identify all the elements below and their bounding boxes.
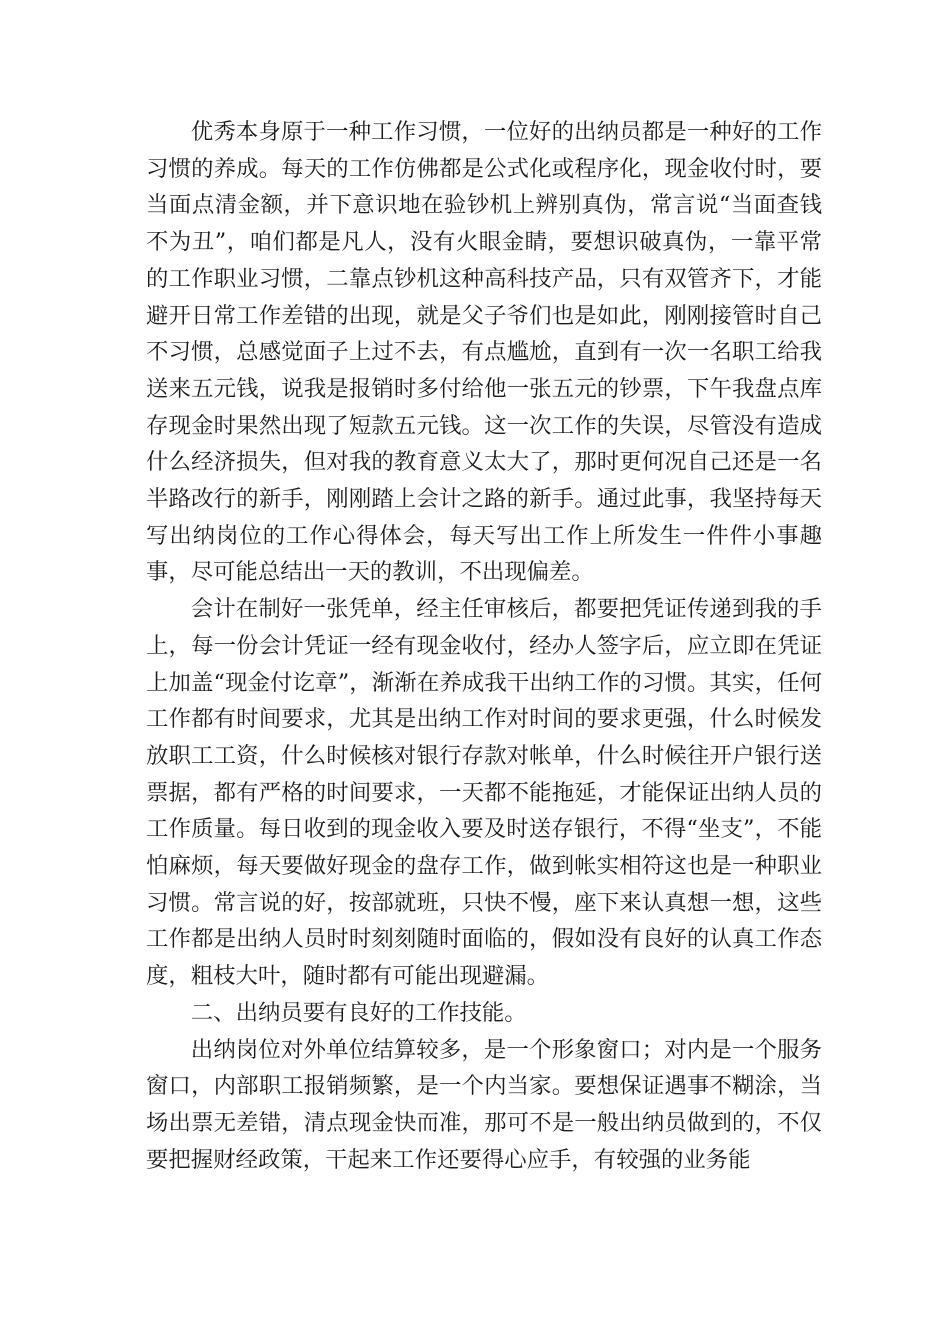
paragraph-voucher-process: 会计在制好一张凭单，经主任审核后，都要把凭证传递到我的手上，每一份会计凭证一经有现金收付，经办人签字后，应立即在凭证上加盖“现金付讫章”，渐渐在养成我干出纳工作的习惯。其实，任何工作都有时间要求，尤其是出纳工作对时间的要求更强，什么时候发放职工工资，什么时候核对银行存款对帐单，什么时候往开户银行送票据，都有严格的时间要求，一天都不能拖延，才能保证出纳人员的工作质量。每日收到的现金收入要及时送存银行，不得“坐支”，不能怕麻烦，每天要做好现金的盘存工作，做到帐实相符这也是一种职业习惯。常言说的好，按部就班，只快不慢，座下来认真想一想，这些工作都是出纳人员时时刻刻随时面临的，假如没有良好的认真工作态度，粗枝大叶，随时都有可能出现避漏。 bbox=[146, 596, 822, 990]
paragraph-work-habits: 优秀本身原于一种工作习惯，一位好的出纳员都是一种好的工作习惯的养成。每天的工作仿佛都是公式化或程序化，现金收付时，要当面点清金额，并下意识地在验钞机上辨别真伪，常言说“当面查钱不为丑”，咱们都是凡人，没有火眼金睛，要想识破真伪，一靠平常的工作职业习惯，二靠点钞机这种高科技产品，只有双管齐下，才能避开日常工作差错的出现，就是父子爷们也是如此，刚刚接管时自己不习惯，总感觉面子上过不去，有点尴尬，直到有一次一名职工给我送来五元钱，说我是报销时多付给他一张五元的钞票，下午我盘点库存现金时果然出现了短款五元钱。这一次工作的失误，尽管没有造成什么经济损失，但对我的教育意义太大了，那时更何况自己还是一名半路改行的新手，刚刚踏上会计之路的新手。通过此事，我坚持每天写出纳岗位的工作心得体会，每天写出工作上所发生一件件小事趣事，尽可能总结出一天的教训，不出现偏差。 bbox=[146, 119, 822, 586]
paragraph-cashier-window: 出纳岗位对外单位结算较多，是一个形象窗口；对内是一个服务窗口，内部职工报销频繁，是一个内当家。要想保证遇事不糊涂，当场出票无差错，清点现金快而准，那可不是一般出纳员做到的，不仅要把握财经政策，干起来工作还要得心应手，有较强的业务能 bbox=[146, 1036, 822, 1173]
section-heading-work-skills: 二、出纳员要有良好的工作技能。 bbox=[190, 999, 527, 1026]
document-page bbox=[146, 114, 822, 1178]
